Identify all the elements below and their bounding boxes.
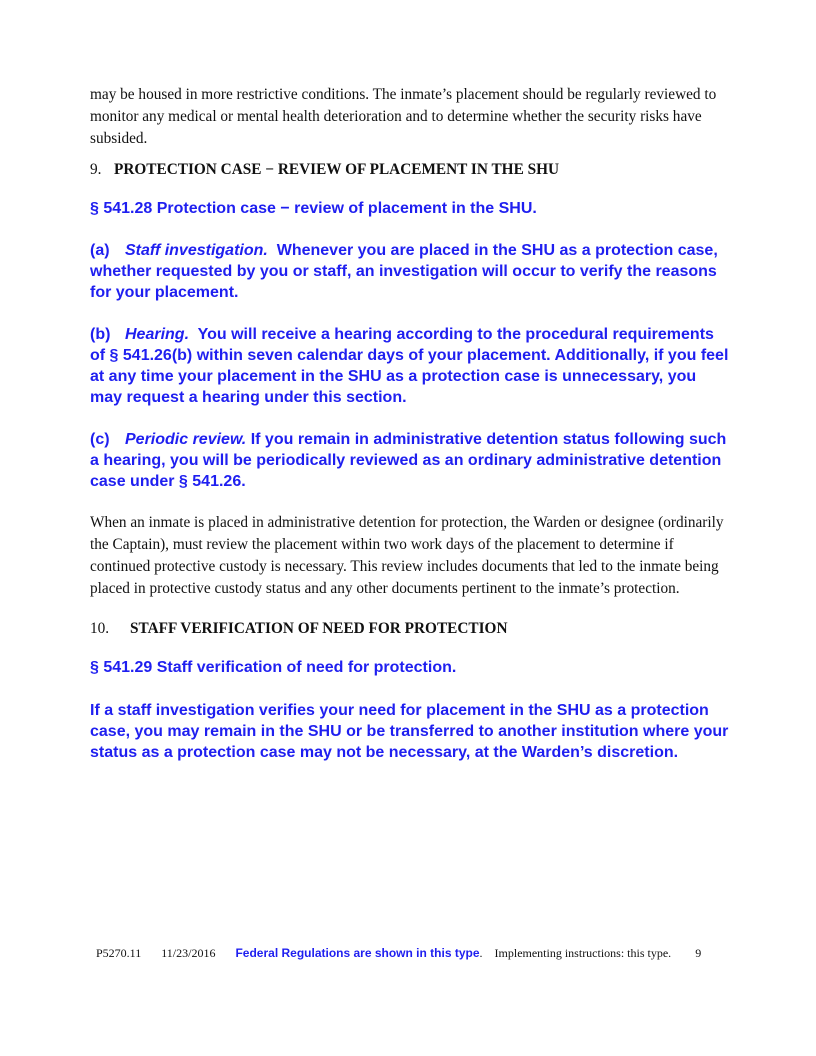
regulation-541-28-heading: § 541.28 Protection case − review of placement in the SHU. <box>90 200 537 217</box>
intro-paragraph: may be housed in more restrictive conditions. The inmate’s placement should be regularly reviewed to monitor any medical or mental health deterioration and to determine whether the security risks have subsided. <box>90 86 717 147</box>
section-9-title: PROTECTION CASE − REVIEW OF PLACEMENT IN THE SHU <box>114 161 560 178</box>
subsection-a-label: (a) <box>90 242 110 259</box>
footer-page-number: 9 <box>695 946 702 960</box>
footer-doc-number: P5270.11 <box>96 946 142 960</box>
subsection-b-term: Hearing. <box>125 326 190 343</box>
subsection-c <box>90 429 730 492</box>
subsection-c-label: (c) <box>90 431 110 448</box>
section-10-title: STAFF VERIFICATION OF NEED FOR PROTECTION <box>130 620 508 637</box>
subsection-b-label: (b) <box>90 326 111 343</box>
footer-period: . <box>479 946 483 960</box>
subsection-a-text: Whenever you are placed in the SHU as a protection case, whether requested by you or staff, an investigation will occur to verify the reasons for your placement. <box>90 242 718 301</box>
section-10-number: 10. <box>90 620 110 637</box>
footer-date: 11/23/2016 <box>161 946 216 960</box>
subsection-a <box>90 240 730 303</box>
page-footer <box>96 946 701 961</box>
document-page <box>90 84 730 763</box>
regulation-541-29-heading: § 541.29 Staff verification of need for protection. <box>90 659 457 676</box>
section-10-heading <box>90 618 730 640</box>
footer-instructions-note: Implementing instructions: this type. <box>494 946 672 960</box>
section-9-heading <box>90 159 730 181</box>
subsection-b <box>90 324 730 408</box>
regulation-541-29-text: If a staff investigation verifies your need for placement in the SHU as a protection case, you may remain in the SHU or be transferred to another institution where your status as a protection case may not be necessary, at the Warden’s discretion. <box>90 702 729 761</box>
footer-regulation-note: Federal Regulations are shown in this type <box>235 946 480 960</box>
section-9-number: 9. <box>90 161 102 178</box>
subsection-c-text: If you remain in administrative detention status following such a hearing, you will be periodically reviewed as an ordinary administrative detention case under § 541.26. <box>90 431 727 490</box>
subsection-a-term: Staff investigation. <box>125 242 268 259</box>
subsection-c-term: Periodic review. <box>125 431 247 448</box>
implementing-instructions-paragraph: When an inmate is placed in administrative detention for protection, the Warden or designee (ordinarily the Captain), must review the placement within two work days of the placement to determine if continued protective custody is necessary. This review includes documents that led to the inmate being placed in protective custody status and any other documents pertinent to the inmate’s protection. <box>90 514 724 597</box>
subsection-b-text: You will receive a hearing according to the procedural requirements of § 541.26(b) within seven calendar days of your placement. Additionally, if you feel at any time your placement in the SHU as a protection case is unnecessary, you may request a hearing under this section. <box>90 326 729 406</box>
